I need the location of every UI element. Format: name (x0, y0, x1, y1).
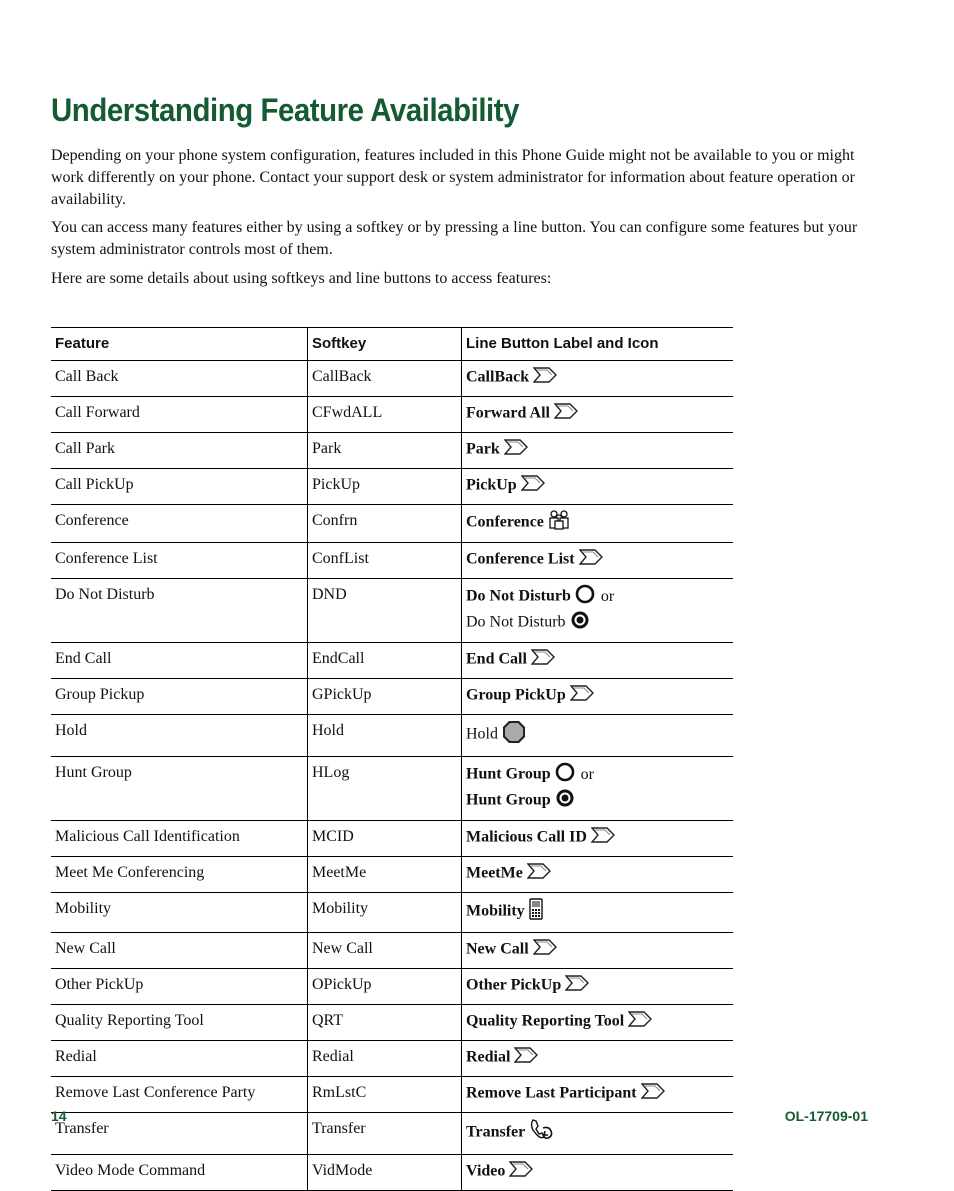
line-button-entry (466, 826, 729, 850)
softkey-cell: PickUp (308, 469, 462, 505)
line-button-cell (462, 715, 734, 757)
table-row (51, 715, 733, 757)
line-button-cell (462, 579, 734, 643)
table-row (51, 757, 733, 821)
softkey-cell: HLog (308, 757, 462, 821)
table-row (51, 857, 733, 893)
softkey-cell: EndCall (308, 643, 462, 679)
line-button-label: Conference (466, 513, 544, 531)
line-button-label: Park (466, 440, 500, 458)
line-button-entry (466, 438, 729, 462)
line-button-label: Group PickUp (466, 686, 566, 704)
table-row (51, 1005, 733, 1041)
line-button-cell (462, 469, 734, 505)
line-button-cell (462, 433, 734, 469)
circle-filled-icon (555, 788, 575, 814)
or-text: or (580, 765, 594, 783)
line-button-entry (466, 1082, 729, 1106)
arrow-icon (570, 684, 594, 708)
feature-cell: Transfer (51, 1113, 308, 1155)
line-button-entry (466, 974, 729, 998)
softkey-cell: VidMode (308, 1155, 462, 1191)
softkey-cell: DND (308, 579, 462, 643)
table-row (51, 433, 733, 469)
circle-outline-icon (575, 584, 595, 610)
arrow-icon (531, 648, 555, 672)
feature-cell: Group Pickup (51, 679, 308, 715)
table-row (51, 643, 733, 679)
mobile-phone-icon (529, 898, 543, 926)
feature-cell: Meet Me Conferencing (51, 857, 308, 893)
feature-table (51, 327, 733, 1191)
line-button-label: Malicious Call ID (466, 828, 587, 846)
softkey-cell: MeetMe (308, 857, 462, 893)
line-button-cell (462, 397, 734, 433)
feature-cell: Call Back (51, 361, 308, 397)
line-button-entry (466, 648, 729, 672)
line-button-entry (466, 474, 729, 498)
line-button-entry (466, 720, 729, 750)
table-row (51, 469, 733, 505)
line-button-entry (466, 510, 729, 536)
line-button-entry (466, 584, 729, 610)
line-button-label: Conference List (466, 550, 575, 568)
feature-cell: Call PickUp (51, 469, 308, 505)
softkey-cell: GPickUp (308, 679, 462, 715)
table-row (51, 933, 733, 969)
feature-cell: Malicious Call Identification (51, 821, 308, 857)
table-row (51, 361, 733, 397)
feature-cell: Conference (51, 505, 308, 543)
document-id: OL-17709-01 (784, 1108, 868, 1124)
line-button-label: Mobility (466, 902, 525, 920)
softkey-cell: Transfer (308, 1113, 462, 1155)
line-button-entry (466, 366, 729, 390)
transfer-icon (529, 1118, 557, 1148)
line-button-label: Quality Reporting Tool (466, 1012, 625, 1030)
line-button-cell (462, 679, 734, 715)
arrow-icon (514, 1046, 538, 1070)
line-button-label: Video (466, 1162, 506, 1180)
line-button-label: Other PickUp (466, 976, 562, 994)
feature-cell: Call Forward (51, 397, 308, 433)
line-button-label: MeetMe (466, 864, 523, 882)
line-button-entry (466, 898, 729, 926)
table-row (51, 579, 733, 643)
softkey-cell: ConfList (308, 543, 462, 579)
header-line-button: Line Button Label and Icon (462, 328, 734, 361)
feature-cell: Conference List (51, 543, 308, 579)
line-button-entry (466, 1046, 729, 1070)
intro-paragraph: Depending on your phone system configuration, features included in this Phone Guide might not be available to you or might work differently on your phone. Contact your support desk or system administrator for information about feature operation or availability. (51, 147, 855, 208)
arrow-icon (527, 862, 551, 886)
line-button-label: Do Not Disturb (466, 613, 566, 631)
details-paragraph: Here are some details about using softkeys and line buttons to access features: (51, 270, 552, 287)
table-row (51, 1041, 733, 1077)
softkey-cell: MCID (308, 821, 462, 857)
feature-cell: Call Park (51, 433, 308, 469)
line-button-entry (466, 1118, 729, 1148)
line-button-cell (462, 1041, 734, 1077)
line-button-cell (462, 969, 734, 1005)
line-button-cell (462, 893, 734, 933)
line-button-label: Hunt Group (466, 791, 551, 809)
header-feature: Feature (51, 328, 308, 361)
table-row (51, 969, 733, 1005)
feature-cell: Remove Last Conference Party (51, 1077, 308, 1113)
line-button-cell (462, 1005, 734, 1041)
line-button-label: CallBack (466, 368, 530, 386)
line-button-entry (466, 610, 729, 636)
table-row (51, 543, 733, 579)
line-button-entry (466, 684, 729, 708)
table-row (51, 505, 733, 543)
softkey-cell: Hold (308, 715, 462, 757)
table-row (51, 1077, 733, 1113)
arrow-icon (521, 474, 545, 498)
softkey-cell: RmLstC (308, 1077, 462, 1113)
line-button-label: PickUp (466, 476, 517, 494)
feature-cell: New Call (51, 933, 308, 969)
table-row (51, 821, 733, 857)
arrow-icon (554, 402, 578, 426)
softkey-cell: CFwdALL (308, 397, 462, 433)
feature-cell: Other PickUp (51, 969, 308, 1005)
softkey-cell: CallBack (308, 361, 462, 397)
arrow-icon (591, 826, 615, 850)
feature-cell: End Call (51, 643, 308, 679)
line-button-label: Hold (466, 725, 498, 743)
arrow-icon (628, 1010, 652, 1034)
line-button-cell (462, 933, 734, 969)
feature-cell: Quality Reporting Tool (51, 1005, 308, 1041)
softkey-cell: Confrn (308, 505, 462, 543)
line-button-entry (466, 1010, 729, 1034)
line-button-cell (462, 821, 734, 857)
line-button-cell (462, 1077, 734, 1113)
table-row (51, 1155, 733, 1191)
access-paragraph: You can access many features either by using a softkey or by pressing a line button. You can configure some features but your system administrator controls most of them. (51, 219, 858, 258)
line-button-label: Remove Last Participant (466, 1084, 637, 1102)
line-button-cell (462, 543, 734, 579)
arrow-icon (533, 366, 557, 390)
conference-icon (548, 510, 570, 536)
hold-icon (502, 720, 526, 750)
softkey-cell: QRT (308, 1005, 462, 1041)
line-button-label: End Call (466, 650, 527, 668)
softkey-cell: Park (308, 433, 462, 469)
line-button-cell (462, 1113, 734, 1155)
line-button-cell (462, 505, 734, 543)
or-text: or (600, 587, 615, 605)
line-button-cell (462, 643, 734, 679)
feature-cell: Redial (51, 1041, 308, 1077)
softkey-cell: OPickUp (308, 969, 462, 1005)
feature-cell: Hunt Group (51, 757, 308, 821)
line-button-entry (466, 788, 729, 814)
line-button-entry (466, 548, 729, 572)
arrow-icon (504, 438, 528, 462)
table-header-row (51, 328, 733, 361)
feature-cell: Video Mode Command (51, 1155, 308, 1191)
table-row (51, 1113, 733, 1155)
arrow-icon (565, 974, 589, 998)
arrow-icon (579, 548, 603, 572)
line-button-label: Hunt Group (466, 765, 551, 783)
softkey-cell: Mobility (308, 893, 462, 933)
line-button-entry (466, 1160, 729, 1184)
feature-cell: Hold (51, 715, 308, 757)
softkey-cell: Redial (308, 1041, 462, 1077)
line-button-entry (466, 762, 729, 788)
line-button-label: Do Not Disturb (466, 587, 571, 605)
table-row (51, 893, 733, 933)
page-title: Understanding Feature Availability (51, 92, 520, 128)
line-button-entry (466, 402, 729, 426)
line-button-entry (466, 938, 729, 962)
header-softkey: Softkey (308, 328, 462, 361)
line-button-label: Transfer (466, 1123, 526, 1141)
feature-cell: Mobility (51, 893, 308, 933)
line-button-cell (462, 1155, 734, 1191)
page-number: 14 (51, 1108, 67, 1124)
arrow-icon (509, 1160, 533, 1184)
line-button-label: Forward All (466, 404, 550, 422)
line-button-label: Redial (466, 1048, 511, 1066)
feature-cell: Do Not Disturb (51, 579, 308, 643)
line-button-label: New Call (466, 940, 529, 958)
table-row (51, 679, 733, 715)
line-button-entry (466, 862, 729, 886)
table-row (51, 397, 733, 433)
circle-filled-icon (570, 610, 590, 636)
line-button-cell (462, 857, 734, 893)
line-button-cell (462, 757, 734, 821)
line-button-cell (462, 361, 734, 397)
arrow-icon (641, 1082, 665, 1106)
circle-outline-icon (555, 762, 575, 788)
softkey-cell: New Call (308, 933, 462, 969)
arrow-icon (533, 938, 557, 962)
